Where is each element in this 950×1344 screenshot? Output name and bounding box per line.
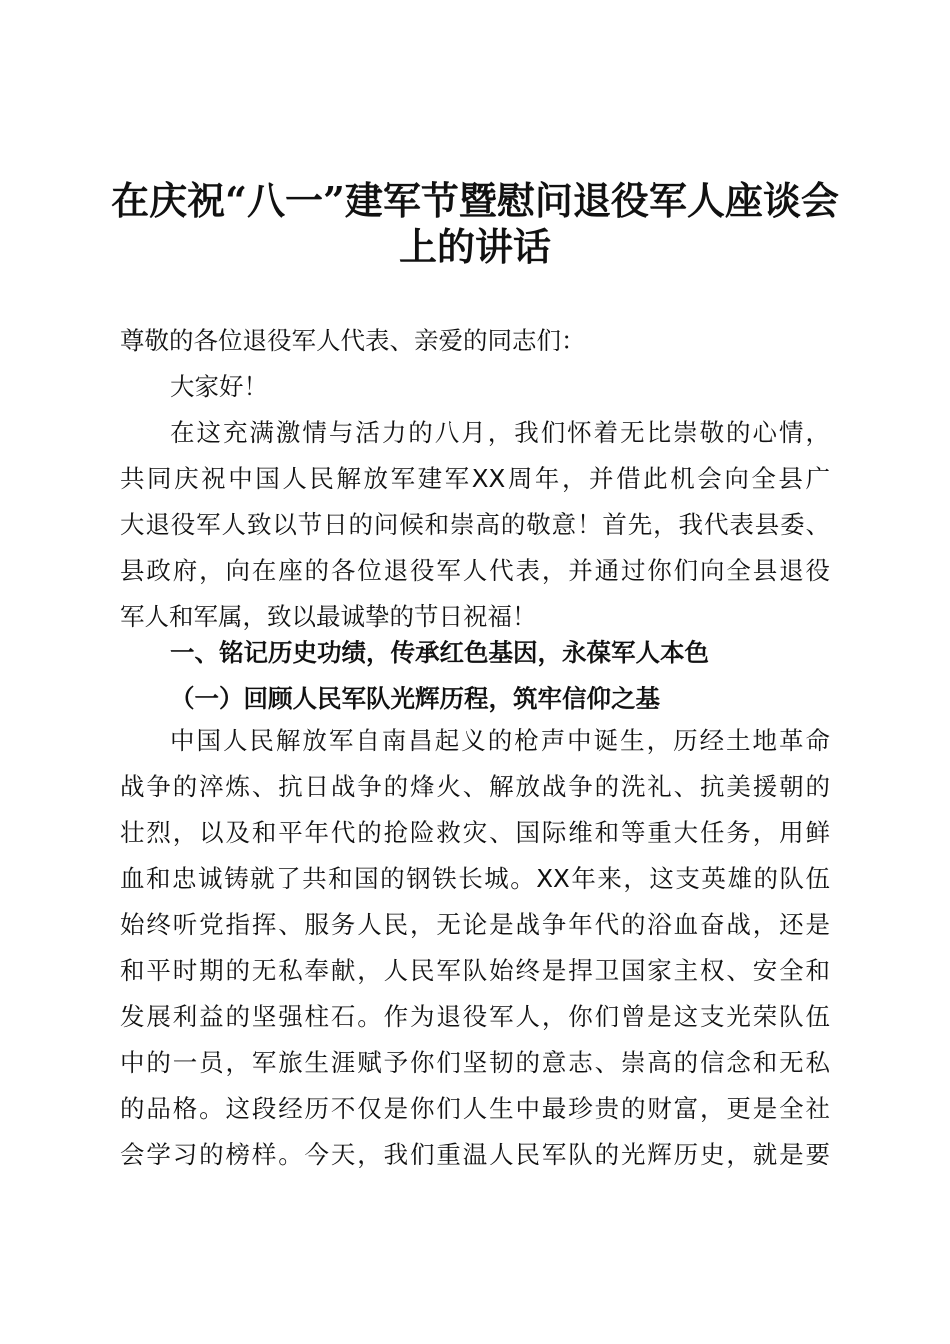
paragraph-2-line: 会学习的榜样。今天，我们重温人民军队的光辉历史，就是要 <box>120 1140 830 1169</box>
paragraph-1-line: 共同庆祝中国人民解放军建军XX周年，并借此机会向全县广 <box>120 464 830 493</box>
paragraph-2-line: 和平时期的无私奉献，人民军队始终是捍卫国家主权、安全和 <box>120 956 830 985</box>
salutation: 尊敬的各位退役军人代表、亲爱的同志们： <box>120 326 586 355</box>
paragraph-2-line: 始终听党指挥、服务人民，无论是战争年代的浴血奋战，还是 <box>120 910 830 939</box>
paragraph-2-line: 中国人民解放军自南昌起义的枪声中诞生，历经土地革命 <box>170 726 830 755</box>
paragraph-1-line: 县政府，向在座的各位退役军人代表，并通过你们向全县退役 <box>120 556 830 585</box>
greeting: 大家好！ <box>170 372 268 401</box>
paragraph-2-line: 战争的淬炼、抗日战争的烽火、解放战争的洗礼、抗美援朝的 <box>120 772 830 801</box>
paragraph-1-line: 大退役军人致以节日的问候和崇高的敬意！首先，我代表县委、 <box>120 510 830 539</box>
paragraph-1-line: 在这充满激情与活力的八月，我们怀着无比崇敬的心情， <box>170 418 830 447</box>
paragraph-2-line: 血和忠诚铸就了共和国的钢铁长城。XX年来，这支英雄的队伍 <box>120 864 830 893</box>
section-heading-1: 一、铭记历史功绩，传承红色基因，永葆军人本色 <box>170 638 709 667</box>
paragraph-1-line: 军人和军属，致以最诚挚的节日祝福！ <box>120 602 537 631</box>
paragraph-2-line: 发展利益的坚强柱石。作为退役军人，你们曾是这支光荣队伍 <box>120 1002 830 1031</box>
document-title-line-2: 上的讲话 <box>398 224 551 269</box>
document-title-line-1: 在庆祝“八一”建军节暨慰问退役军人座谈会 <box>111 178 839 223</box>
paragraph-2-line: 壮烈，以及和平年代的抢险救灾、国际维和等重大任务，用鲜 <box>120 818 830 847</box>
subsection-heading-1: （一）回顾人民军队光辉历程，筑牢信仰之基 <box>170 684 660 713</box>
paragraph-2-line: 中的一员，军旅生涯赋予你们坚韧的意志、崇高的信念和无私 <box>120 1048 830 1077</box>
paragraph-2-line: 的品格。这段经历不仅是你们人生中最珍贵的财富，更是全社 <box>120 1094 830 1123</box>
